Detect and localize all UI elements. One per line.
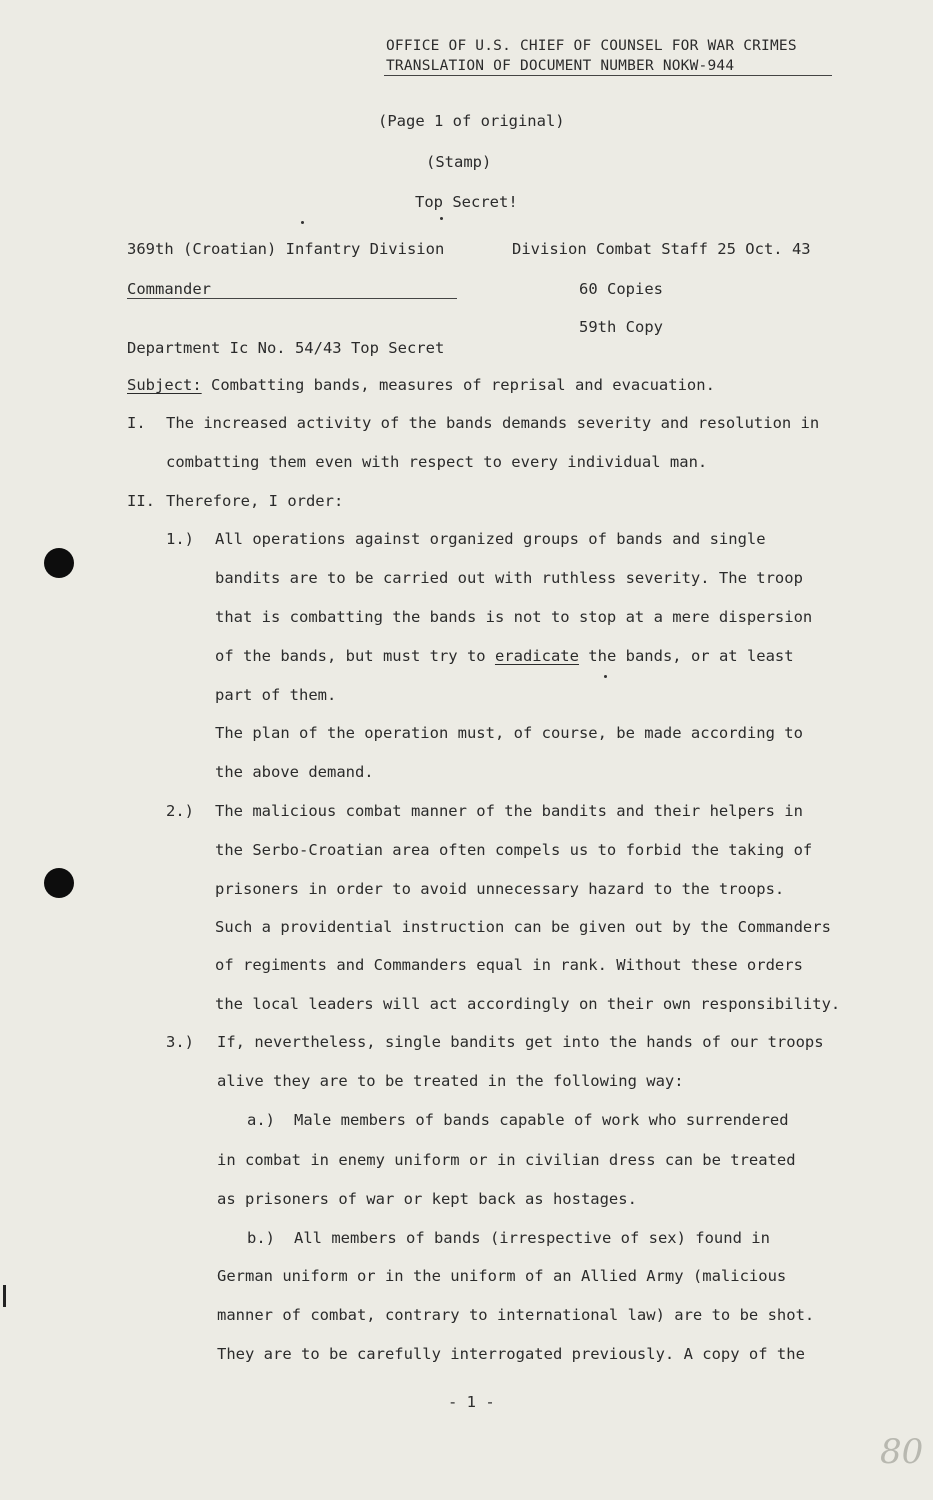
body-line: the local leaders will act accordingly on their own responsibility. — [215, 995, 841, 1013]
body-line: If, nevertheless, single bandits get into the hands of our troops — [217, 1033, 824, 1051]
header-line-1: OFFICE OF U.S. CHIEF OF COUNSEL FOR WAR CRIMES — [386, 38, 797, 54]
department-line: Department Ic No. 54/43 Top Secret — [127, 339, 445, 357]
body-line: prisoners in order to avoid unnecessary hazard to the troops. — [215, 880, 785, 898]
body-line: Such a providential instruction can be given out by the Commanders — [215, 918, 831, 936]
underlined-word: eradicate — [494, 647, 579, 665]
commander-label: Commander — [127, 280, 211, 298]
subject-text: Combatting bands, measures of reprisal and evacuation. — [211, 376, 715, 394]
classification: Top Secret! — [415, 193, 518, 211]
subitem-number: b.) — [247, 1229, 275, 1247]
body-line: of regiments and Commanders equal in rank. Without these orders — [215, 956, 803, 974]
division-name: 369th (Croatian) Infantry Division — [127, 240, 445, 258]
header-underline — [384, 75, 832, 76]
body-line: part of them. — [215, 686, 337, 704]
subject-label: Subject: — [127, 376, 202, 394]
body-line: All operations against organized groups of bands and single — [215, 530, 766, 548]
body-text: the bands, or at least — [578, 647, 794, 665]
body-line: Therefore, I order: — [166, 492, 344, 510]
item-number: 3.) — [166, 1033, 194, 1051]
body-line — [215, 647, 794, 665]
body-line: combatting them even with respect to every individual man. — [166, 453, 708, 471]
body-line: They are to be carefully interrogated previously. A copy of the — [217, 1345, 805, 1363]
punch-hole — [44, 868, 74, 898]
body-line: Male members of bands capable of work who surrendered — [294, 1111, 789, 1129]
scan-edge-mark — [3, 1285, 6, 1307]
body-line: The malicious combat manner of the bandits and their helpers in — [215, 802, 803, 820]
body-line: in combat in enemy uniform or in civilian dress can be treated — [217, 1151, 796, 1169]
section-number: I. — [127, 414, 146, 432]
subject-line — [127, 376, 715, 394]
body-line: alive they are to be treated in the following way: — [217, 1072, 684, 1090]
commander-underline — [127, 298, 457, 299]
body-line: The plan of the operation must, of course, be made according to — [215, 724, 803, 742]
body-line: bandits are to be carried out with ruthless severity. The troop — [215, 569, 803, 587]
body-line: The increased activity of the bands demands severity and resolution in — [166, 414, 820, 432]
section-number: II. — [127, 492, 155, 510]
page-number: - 1 - — [448, 1393, 495, 1411]
copy-number: 59th Copy — [579, 318, 663, 336]
stamp-note: (Stamp) — [426, 153, 492, 171]
speck-mark — [440, 217, 443, 220]
copies-count: 60 Copies — [579, 280, 663, 298]
speck-mark — [604, 675, 607, 678]
body-text: of the bands, but must try to — [215, 647, 495, 665]
staff-date: Division Combat Staff 25 Oct. 43 — [512, 240, 811, 258]
item-number: 2.) — [166, 802, 194, 820]
speck-mark — [301, 221, 304, 224]
punch-hole — [44, 548, 74, 578]
body-line: manner of combat, contrary to international law) are to be shot. — [217, 1306, 815, 1324]
body-line: that is combatting the bands is not to stop at a mere dispersion — [215, 608, 813, 626]
item-number: 1.) — [166, 530, 194, 548]
body-line: the Serbo-Croatian area often compels us to forbid the taking of — [215, 841, 813, 859]
header-line-2: TRANSLATION OF DOCUMENT NUMBER NOKW-944 — [386, 58, 735, 74]
body-line: the above demand. — [215, 763, 374, 781]
body-line: All members of bands (irrespective of sex) found in — [294, 1229, 770, 1247]
handwritten-number: 80 — [880, 1432, 924, 1472]
subitem-number: a.) — [247, 1111, 275, 1129]
body-line: as prisoners of war or kept back as hostages. — [217, 1190, 637, 1208]
body-line: German uniform or in the uniform of an Allied Army (malicious — [217, 1267, 787, 1285]
page-of-original: (Page 1 of original) — [378, 112, 565, 130]
